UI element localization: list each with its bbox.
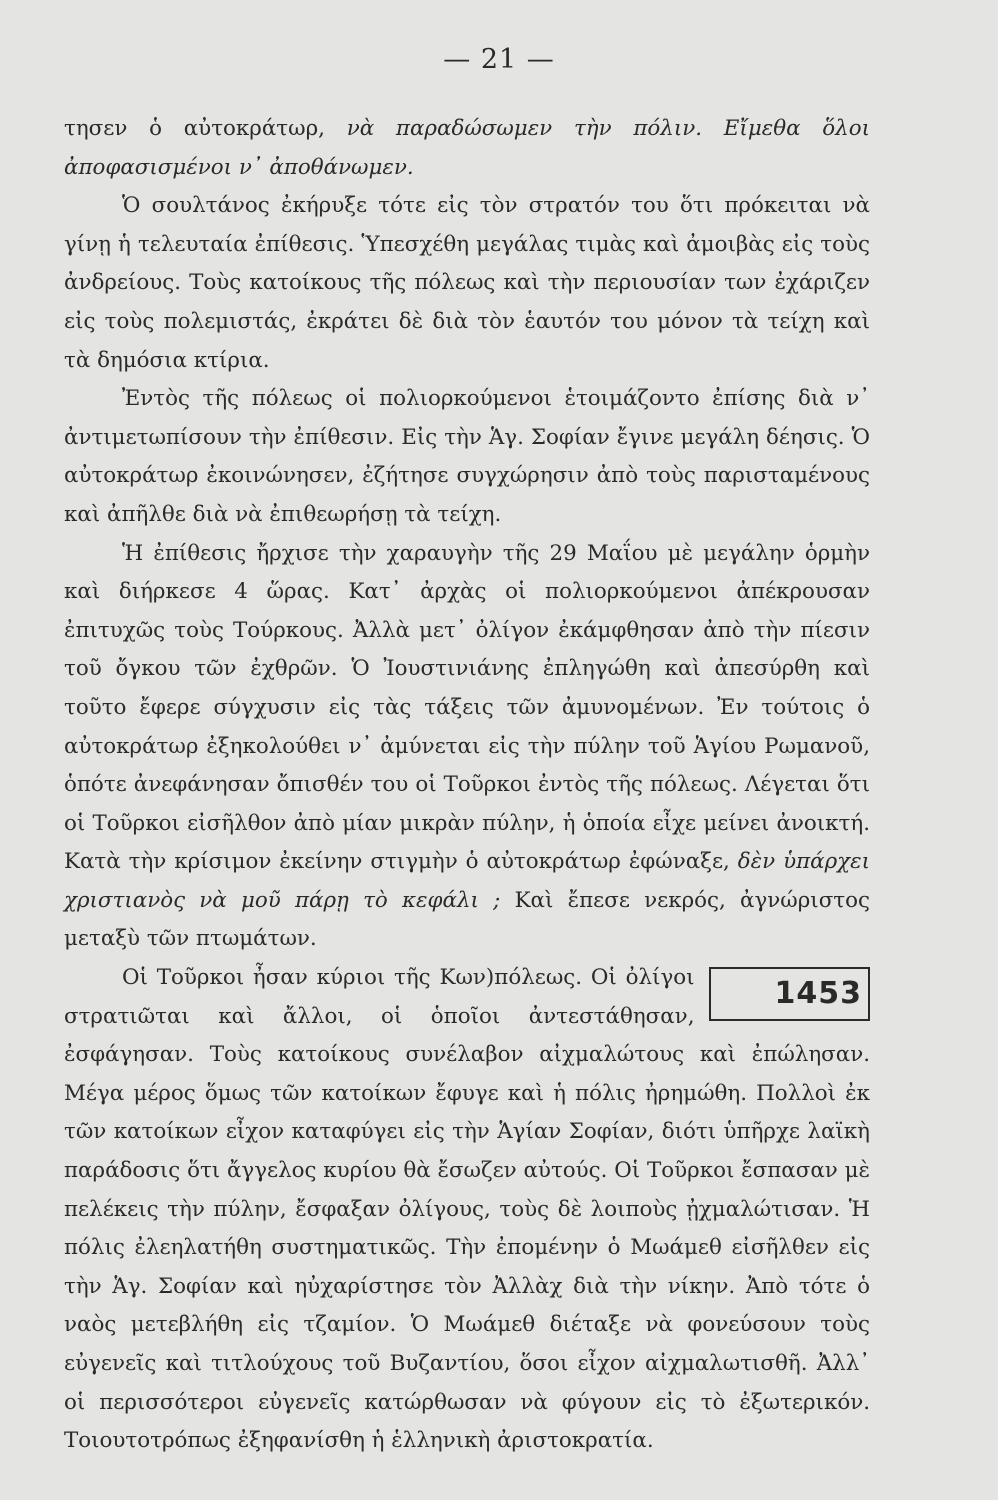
paragraph: Ὁ σουλτάνος ἐκήρυξε τότε εἰς τὸν στρατόν του ὅτι πρόκειται νὰ γίνῃ ἡ τελευταία ἐπίθεσις. Ὑπεσχέθη μεγάλας τιμὰς καὶ ἀμοιβὰς εἰς τοὺς ἀνδρείους. Τοὺς κατοίκους τῆς πόλεως καὶ τὴν περιουσίαν των ἐχάριζεν εἰς τοὺς πολεμιστάς, ἐκράτει δὲ διὰ τὸν ἑαυτόν του μόνον τὰ τείχη καὶ τὰ δημόσια κτίρια.: [64, 193, 870, 373]
paragraph: Ἡ ἐπίθεσις ἤρχισε τὴν χαραυγὴν τῆς 29 Μαΐου μὲ μεγάλην ὁρμὴν καὶ διήρκεσε 4 ὥρας. Κατ᾽ ἀρχὰς οἱ πολιορκούμενοι ἀπέκρουσαν ἐπιτυχῶς τοὺς Τούρκους. Ἀλλὰ μετ᾽ ὀλίγον ἐκάμφθησαν ἀπὸ τὴν πίεσιν τοῦ ὄγκου τῶν ἐχθρῶν. Ὁ Ἰουστινιάνης ἐπληγώθη καὶ ἀπεσύρθη καὶ τοῦτο ἔφερε σύγχυσιν εἰς τὰς τάξεις τῶν ἀμυνομένων. Ἐν τούτοις ὁ αὐτοκράτωρ ἐξηκολούθει ν᾽ ἀμύνεται εἰς τὴν πύλην τοῦ Ἁγίου Ρωμανοῦ, ὁπότε ἀνεφάνησαν ὄπισθέν του οἱ Τοῦρκοι ἐντὸς τῆς πόλεως. Λέγεται ὅτι οἱ Τοῦρκοι εἰσῆλθον ἀπὸ μίαν μικρὰν πύλην, ἡ ὁποία εἶχε μείνει ἀνοικτή. Κατὰ τὴν κρίσιμον ἐκείνην στιγμὴν ὁ αὐτοκράτωρ ἐφώναξε, δὲν ὑπάρχει χριστιανὸς νὰ μοῦ πάρῃ τὸ κεφάλι ; Καὶ ἔπεσε νεκρός, ἀγνώριστος μεταξὺ τῶν πτωμάτων.: [64, 540, 870, 952]
paragraph: Ἐντὸς τῆς πόλεως οἱ πολιορκούμενοι ἑτοιμάζοντο ἐπίσης διὰ ν᾽ ἀντιμετωπίσουν τὴν ἐπίθεσιν. Εἰς τὴν Ἁγ. Σοφίαν ἔγινε μεγάλη δέησις. Ὁ αὐτοκράτωρ ἐκοινώνησεν, ἐζήτησε συγχώρησιν ἀπὸ τοὺς παρισταμένους καὶ ἀπῆλθε διὰ νὰ ἐπιθεωρήσῃ τὰ τείχη.: [64, 386, 870, 527]
body-text: [64, 110, 870, 1461]
page-number: — 21 —: [443, 44, 555, 75]
year-margin-box: 1453: [709, 967, 871, 1021]
paragraph: 1453 Οἱ Τοῦρκοι ἦσαν κύριοι τῆς Κων)πόλεως. Οἱ ὀλίγοι στρατιῶται καὶ ἄλλοι, οἱ ὁποῖοι ἀντεστάθησαν, ἐσφάγησαν. Τοὺς κατοίκους συνέλαβον αἰχμαλώτους καὶ ἐπώλησαν. Μέγα μέρος ὅμως τῶν κατοίκων ἔφυγε καὶ ἡ πόλις ἠρημώθη. Πολλοὶ ἐκ τῶν κατοίκων εἶχον καταφύγει εἰς τὴν Ἁγίαν Σοφίαν, διότι ὑπῆρχε λαϊκὴ παράδοσις ὅτι ἄγγελος κυρίου θὰ ἔσωζεν αὐτούς. Οἱ Τοῦρκοι ἔσπασαν μὲ πελέκεις τὴν πύλην, ἔσφαξαν ὀλίγους, τοὺς δὲ λοιποὺς ᾐχμαλώτισαν. Ἡ πόλις ἐλεηλατήθη συστηματικῶς. Τὴν ἐπομένην ὁ Μωάμεθ εἰσῆλθεν εἰς τὴν Ἁγ. Σοφίαν καὶ ηὐχαρίστησε τὸν Ἀλλὰχ διὰ τὴν νίκην. Ἀπὸ τότε ὁ ναὸς μετεβλήθη εἰς τζαμίον. Ὁ Μωάμεθ διέταξε νὰ φονεύσουν τοὺς εὐγενεῖς καὶ τιτλούχους τοῦ Βυζαντίου, ὅσοι εἶχον αἰχμαλωτισθῆ. Ἀλλ᾽ οἱ περισσότεροι εὐγενεῖς κατώρθωσαν νὰ φύγουν εἰς τὸ ἐξωτερικόν. Τοιουτοτρόπως ἐξηφανίσθη ἡ ἑλληνικὴ ἀριστοκρατία.: [64, 965, 870, 1454]
paragraph: τησεν ὁ αὐτοκράτωρ, νὰ παραδώσωμεν τὴν πόλιν. Εἴμεθα ὅλοι ἀποφασισμένοι ν᾽ ἀποθάνωμεν.: [64, 116, 870, 180]
